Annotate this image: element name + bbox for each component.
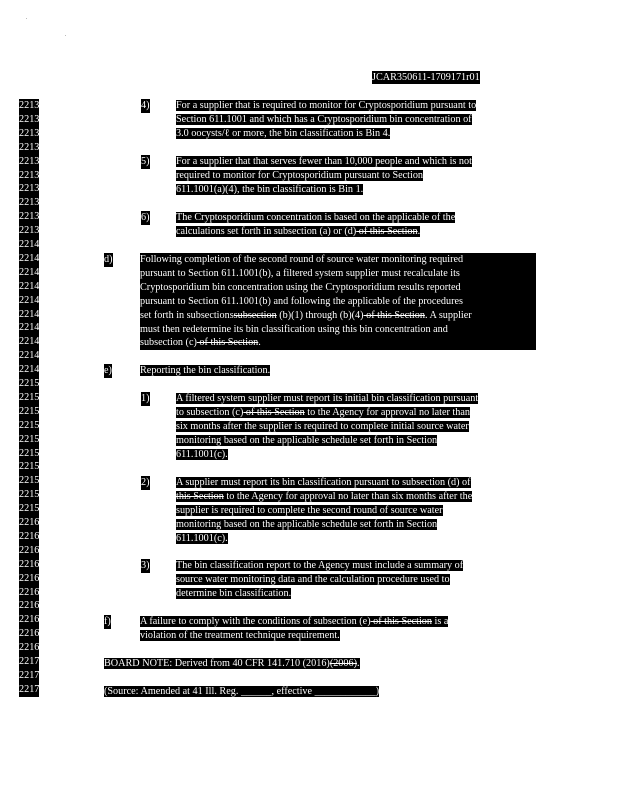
struck-text: this Section: [176, 490, 224, 502]
struck-text: of this Section: [196, 337, 259, 349]
text-run: to the Agency for approval no later than: [304, 406, 470, 418]
struck-text: subsection: [233, 309, 277, 321]
line-number: 22149: [19, 364, 45, 376]
line-number: 22163: [19, 558, 45, 570]
text-run: is a: [432, 616, 449, 627]
text-line: [140, 616, 448, 627]
text-run: ): [375, 686, 380, 697]
item-e2-text: [176, 476, 472, 546]
text-run: . A supplier: [424, 309, 472, 321]
line-number: 22151: [19, 391, 45, 403]
text-run: , effective: [271, 686, 315, 697]
text-line: The Cryptosporidium concentration is based on the applicable of the: [176, 212, 456, 223]
item-e1-text: [176, 392, 478, 462]
item-c5-text: [176, 155, 472, 197]
item-c6-marker: 6): [141, 212, 150, 223]
text-run: .: [356, 658, 360, 669]
line-number: 22143: [19, 280, 45, 292]
item-c6-text: [176, 211, 455, 239]
text-line: The bin classification report to the Agency must include a summary of: [176, 560, 464, 571]
text-run: A failure to comply with the conditions of subsection (e): [140, 616, 371, 627]
line-number: 22146: [19, 322, 45, 334]
blank-field: ______: [240, 686, 272, 697]
text-line: Cryptosporidium bin concentration using the Cryptosporidium results reported: [140, 281, 461, 293]
line-number: 22134: [19, 155, 45, 167]
line-number: 22170: [19, 656, 45, 667]
line-number: 22138: [19, 211, 45, 223]
line-number: 22155: [19, 447, 45, 459]
text-line: [104, 686, 379, 697]
struck-text: of this Section: [243, 406, 305, 418]
text-line: source water monitoring data and the calculation procedure used to: [176, 573, 450, 585]
line-number: 22159: [19, 503, 45, 515]
item-d-text: [140, 253, 536, 350]
text-run: .: [258, 337, 261, 349]
item-e2-marker: 2): [141, 477, 150, 488]
line-number: 22154: [19, 433, 45, 445]
blank-field: ____________: [314, 686, 376, 697]
struck-text: of this Section: [356, 225, 418, 237]
line-number: 22166: [19, 600, 45, 612]
text-line: pursuant to Section 611.1001(b) and following the applicable of the procedures: [140, 295, 463, 307]
line-number: 22160: [19, 517, 45, 528]
line-number: 22150: [19, 378, 45, 389]
text-line: [104, 658, 360, 669]
line-number: 22168: [19, 628, 45, 640]
line-number: 22172: [19, 683, 45, 695]
text-line: 3.0 oocysts/ℓ or more, the bin classification is Bin 4.: [176, 127, 391, 139]
text-line: A supplier must report its bin classification pursuant to subsection (d) of: [176, 477, 471, 488]
text-run: to subsection (c): [176, 406, 244, 418]
line-number: 22131: [19, 113, 45, 125]
line-number: 22147: [19, 336, 45, 348]
line-number: 22162: [19, 544, 45, 556]
line-number: 22130: [19, 100, 45, 111]
line-number: 22169: [19, 642, 45, 654]
line-number: 22157: [19, 475, 45, 487]
text-line: 611.1001(c).: [176, 532, 228, 544]
item-f-text: [140, 615, 448, 643]
item-e3-text: [176, 559, 463, 601]
text-run: .: [417, 225, 421, 237]
item-e3-marker: 3): [141, 560, 150, 571]
scan-speck: [26, 18, 27, 19]
text-line: violation of the treatment technique requirement.: [140, 629, 340, 641]
item-e1-marker: 1): [141, 393, 150, 404]
text-line: [176, 407, 470, 418]
scan-speck: [65, 35, 66, 36]
item-e-heading: [140, 364, 270, 378]
item-c4-marker: 4): [141, 100, 150, 111]
source-note: [104, 685, 379, 699]
line-number: 22164: [19, 572, 45, 584]
text-line: Section 611.1001 and which has a Cryptosporidium bin concentration of: [176, 113, 472, 125]
struck-text: of this Section: [363, 309, 425, 321]
struck-text: of this Section: [370, 616, 432, 627]
text-line: For a supplier that is required to monitor for Cryptosporidium pursuant to: [176, 100, 477, 111]
text-line: [176, 226, 420, 237]
text-line: required to monitor for Cryptosporidium pursuant to Section: [176, 169, 424, 181]
line-number: 22140: [19, 239, 45, 250]
text-run: to the Agency for approval no later than six months after the: [223, 490, 473, 502]
text-line: [140, 337, 261, 348]
item-c5-marker: 5): [141, 156, 150, 167]
text-run: (b)(1) through (b)(4): [276, 309, 364, 321]
item-d-marker: d): [104, 254, 113, 265]
item-c4-text: [176, 99, 476, 141]
line-number: 22145: [19, 308, 45, 320]
text-line: 611.1001(c).: [176, 448, 228, 460]
line-number: 22136: [19, 183, 45, 195]
text-line: [176, 491, 472, 502]
text-run: calculations set forth in subsection (a) or (d): [176, 225, 357, 237]
line-number: 22135: [19, 169, 45, 181]
line-number: 22171: [19, 669, 45, 681]
text-line: [140, 310, 472, 321]
text-line: 611.1001(a)(4), the bin classification is Bin 1.: [176, 183, 364, 195]
text-line: monitoring based on the applicable schedule set forth in Section: [176, 518, 438, 530]
item-f-marker: f): [104, 616, 111, 627]
text-line: monitoring based on the applicable schedule set forth in Section: [176, 434, 438, 446]
text-line: Following completion of the second round of source water monitoring required: [140, 254, 464, 265]
line-number: 22167: [19, 614, 45, 626]
text-run: (Source: Amended at 41 Ill. Reg.: [104, 686, 241, 697]
text-line: determine bin classification.: [176, 587, 292, 599]
text-run: set forth in subsections: [140, 309, 234, 321]
line-number: 22137: [19, 197, 45, 209]
struck-text: (2006): [329, 658, 357, 669]
text-line: For a supplier that that serves fewer than 10,000 people and which is not: [176, 156, 472, 167]
text-run: BOARD NOTE: Derived from 40 CFR 141.710 (2016): [104, 658, 330, 669]
line-number: 22153: [19, 419, 45, 431]
section-heading: Reporting the bin classification.: [140, 365, 271, 376]
line-number: 22152: [19, 405, 45, 417]
line-number: 22133: [19, 141, 45, 153]
line-number: 22161: [19, 530, 45, 542]
text-line: supplier is required to complete the second round of source water: [176, 504, 443, 516]
text-line: six months after the supplier is required to complete initial source water: [176, 420, 469, 432]
text-line: pursuant to Section 611.1001(b), a filtered system supplier must recalculate its: [140, 267, 460, 279]
line-number: 22148: [19, 350, 45, 362]
board-note: [104, 657, 360, 671]
line-number: 22156: [19, 461, 45, 473]
line-number: 22144: [19, 294, 45, 306]
line-number: 22132: [19, 127, 45, 139]
line-number: 22142: [19, 266, 45, 278]
document-id: JCAR350611-1709171r01: [372, 72, 480, 83]
item-e-marker: e): [104, 365, 112, 376]
line-number: 22158: [19, 489, 45, 501]
text-run: subsection (c): [140, 337, 197, 349]
text-line: A filtered system supplier must report its initial bin classification pursuant: [176, 393, 479, 404]
line-number: 22139: [19, 225, 45, 237]
line-number: 22165: [19, 586, 45, 598]
text-line: must then redetermine its bin classification using this bin concentration and: [140, 323, 448, 335]
line-number: 22141: [19, 252, 45, 264]
